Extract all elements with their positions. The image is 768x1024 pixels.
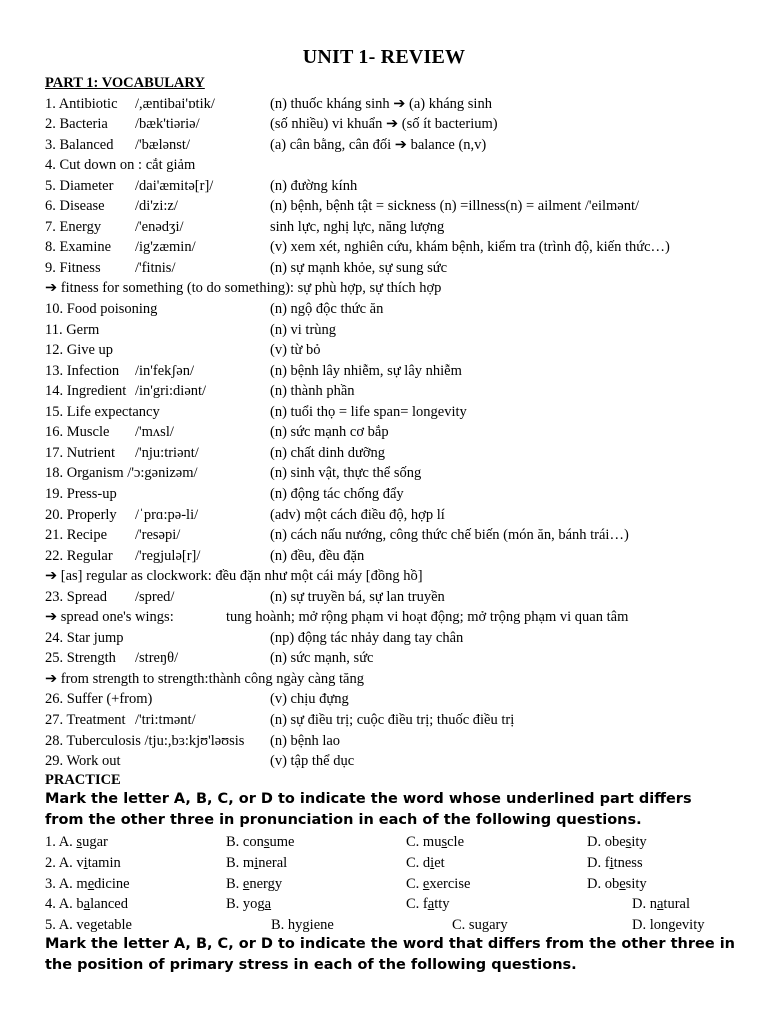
option-text: 4. A. b xyxy=(45,896,84,913)
option-text: tness xyxy=(613,854,643,871)
vocab-headword: 23. Spread xyxy=(45,588,108,605)
underlined-part: e xyxy=(619,875,626,892)
question-4-option-a xyxy=(45,894,128,914)
option-text: 1. A. xyxy=(45,834,77,850)
vocab-definition: (n) vi trùng xyxy=(270,321,337,338)
question-3-option-a xyxy=(45,874,130,894)
vocab-definition: tung hoành; mở rộng phạm vi hoạt động; mở trộng phạm vi quan tâm xyxy=(226,609,629,626)
option-text: tamin xyxy=(87,854,121,871)
vocab-definition: (n) thuốc kháng sinh ➔ (a) kháng sinh xyxy=(270,95,492,112)
vocab-entry xyxy=(45,607,174,627)
option-text: neral xyxy=(258,854,288,871)
vocab-definition: (n) ngộ độc thức ăn xyxy=(270,301,384,317)
vocab-definition: (v) tập thể dục xyxy=(270,753,355,770)
vocab-definition: (np) động tác nhảy dang tay chân xyxy=(270,629,464,646)
question-3-option-d xyxy=(587,874,647,894)
vocab-definition: (n) đều, đều đặn xyxy=(270,547,365,564)
question-5-option-b xyxy=(271,915,334,935)
vocab-definition: (adv) một cách điều độ, hợp lí xyxy=(270,506,445,523)
vocab-headword: 2. Bacteria xyxy=(45,116,108,133)
question-5-option-a xyxy=(45,915,132,935)
vocab-entry xyxy=(45,340,113,360)
vocab-definition: sinh lực, nghị lực, năng lượng xyxy=(270,218,445,235)
underlined-part: i xyxy=(83,854,88,871)
vocab-headword: 15. Life expectancy xyxy=(45,403,160,420)
vocab-entry xyxy=(45,546,201,566)
option-text: cle xyxy=(447,834,465,850)
option-text: D. ob xyxy=(587,875,620,892)
underlined-part: a xyxy=(83,896,91,913)
option-text: D. lon xyxy=(632,917,669,934)
vocab-entry xyxy=(45,299,157,319)
vocab-ipa: /ˈprɑ:pə-li/ xyxy=(135,506,199,523)
vocab-entry xyxy=(45,196,178,216)
vocab-headword: 5. Diameter xyxy=(45,177,114,194)
vocab-headword: 19. Press-up xyxy=(45,485,117,502)
vocab-entry xyxy=(45,587,175,607)
question-4-option-d xyxy=(632,894,690,914)
part1-heading: PART 1: VOCABULARY xyxy=(45,75,205,91)
vocab-definition: (a) cân bằng, cân đối ➔ balance (n,v) xyxy=(270,136,487,153)
question-4-option-b xyxy=(226,894,271,914)
question-2-option-b xyxy=(226,853,287,873)
vocab-entry xyxy=(45,217,184,237)
vocab-definition: (n) tuổi thọ = life span= longevity xyxy=(270,403,467,420)
vocab-entry xyxy=(45,463,198,483)
option-text: C. su xyxy=(452,917,482,934)
vocab-ipa: /'regjulə[r]/ xyxy=(135,547,201,564)
vocab-ipa: /spred/ xyxy=(135,588,175,605)
option-text: tural xyxy=(663,896,690,913)
vocab-headword: 6. Disease xyxy=(45,198,105,215)
question-1-option-c xyxy=(406,832,464,852)
option-text: B. yog xyxy=(226,896,265,913)
vocab-headword: 10. Food poisoning xyxy=(45,301,158,317)
option-text: tty xyxy=(434,896,450,913)
vocab-ipa: /'nju:triənt/ xyxy=(135,444,199,461)
vocab-definition: (n) đường kính xyxy=(270,177,358,194)
underlined-part: g xyxy=(668,917,676,934)
option-text: nergy xyxy=(249,875,283,892)
vocab-headword: ➔ fitness for something (to do something): sự phù hợp, sự thích hợp xyxy=(45,280,442,297)
question-5-option-c xyxy=(452,915,508,935)
vocab-entry xyxy=(45,731,244,751)
vocab-ipa: /'tri:tmənt/ xyxy=(135,712,196,728)
vocab-definition: (n) sức mạnh cơ bắp xyxy=(270,424,389,441)
vocab-ipa: /'fitnis/ xyxy=(135,259,176,276)
option-text: lanced xyxy=(90,896,128,913)
vocab-entry xyxy=(45,422,174,442)
vocab-definition: (n) sự điều trị; cuộc điều trị; thuốc điều trị xyxy=(270,712,515,728)
vocab-headword: 1. Antibiotic xyxy=(45,95,118,112)
underlined-part: s xyxy=(441,834,448,850)
option-text: 5. A. vegetable xyxy=(45,917,132,934)
option-text: ugar xyxy=(82,834,108,850)
option-text: C. f xyxy=(406,896,428,913)
vocab-definition: (n) cách nấu nướng, công thức chế biến (món ăn, bánh trái…) xyxy=(270,527,629,544)
vocab-headword: 3. Balanced xyxy=(45,136,114,153)
vocab-entry xyxy=(45,237,196,257)
underlined-part: s xyxy=(625,834,632,850)
option-text: dicine xyxy=(94,875,130,892)
practice-heading: PRACTICE xyxy=(45,772,121,788)
vocab-entry xyxy=(45,710,196,730)
vocab-ipa: /'resəpi/ xyxy=(135,527,181,544)
vocab-ipa: /ig'zæmin/ xyxy=(135,239,196,256)
vocab-headword: 16. Muscle xyxy=(45,424,110,441)
vocab-headword: 11. Germ xyxy=(45,321,100,338)
vocab-definition: (n) bệnh, bệnh tật = sickness (n) =illness(n) = ailment /'eilmənt/ xyxy=(270,198,640,215)
vocab-headword: 25. Strength xyxy=(45,650,116,667)
vocab-ipa: /in'gri:diənt/ xyxy=(135,383,207,400)
vocab-headword: 9. Fitness xyxy=(45,259,101,276)
vocab-entry xyxy=(45,320,99,340)
vocab-entry xyxy=(45,361,194,381)
underlined-part: i xyxy=(609,854,614,871)
option-text: ary xyxy=(489,917,508,934)
question-5-option-d xyxy=(632,915,705,935)
vocab-entry xyxy=(45,135,190,155)
option-text: xercise xyxy=(429,875,471,892)
vocab-definition: (n) sự truyền bá, sự lan truyền xyxy=(270,588,445,605)
vocab-headword: 18. Organism /'ɔ:gənizəm/ xyxy=(45,465,198,482)
option-text: B. m xyxy=(226,854,255,871)
question-2-option-c xyxy=(406,853,445,873)
vocab-definition: (số nhiều) vi khuẩn ➔ (số ít bacterium) xyxy=(270,116,498,133)
question-2-option-a xyxy=(45,853,121,873)
underlined-part: i xyxy=(254,854,259,871)
vocab-entry xyxy=(45,505,199,525)
underlined-part: a xyxy=(427,896,435,913)
vocab-ipa: /'enədʒi/ xyxy=(135,218,184,235)
vocab-ipa: /di'zi:z/ xyxy=(135,198,178,215)
option-text: B. xyxy=(226,875,243,892)
vocab-headword: 8. Examine xyxy=(45,239,112,256)
underlined-part: s xyxy=(263,834,270,850)
vocab-entry xyxy=(45,94,215,114)
vocab-entry xyxy=(45,669,364,689)
vocab-entry xyxy=(45,689,152,709)
option-text: ume xyxy=(269,834,295,850)
vocab-headword: 24. Star jump xyxy=(45,629,124,646)
question-4-option-c xyxy=(406,894,450,914)
underlined-part: e xyxy=(422,875,430,892)
vocab-ipa: /'mʌsl/ xyxy=(135,424,174,441)
vocab-entry xyxy=(45,443,199,463)
vocab-headword: 22. Regular xyxy=(45,547,113,564)
option-text: D. f xyxy=(587,854,610,871)
vocab-entry xyxy=(45,258,176,278)
question-1-option-b xyxy=(226,832,294,852)
underlined-part: e xyxy=(242,875,250,892)
underlined-part: g xyxy=(481,917,490,934)
option-text: evity xyxy=(675,917,705,934)
vocab-entry xyxy=(45,751,121,771)
document-title: UNIT 1- REVIEW xyxy=(302,46,466,68)
vocab-ipa: /bæk'tiəriə/ xyxy=(135,116,200,133)
option-text: 2. A. v xyxy=(45,854,84,871)
option-text: C. xyxy=(406,875,423,892)
vocab-definition: (n) sự mạnh khỏe, sự sung sức xyxy=(270,259,448,276)
option-text: B. hygiene xyxy=(271,917,334,934)
vocab-entry xyxy=(45,402,160,422)
vocab-headword: 28. Tuberculosis /tju:,bɜ:kjʊ'ləʊsis xyxy=(45,732,245,749)
vocab-definition: (n) sinh vật, thực thể sống xyxy=(270,465,422,482)
vocab-definition: (n) bệnh lao xyxy=(270,732,341,749)
vocab-definition: (n) sức mạnh, sức xyxy=(270,650,374,667)
vocab-headword: 27. Treatment xyxy=(45,712,126,728)
question-1-option-a xyxy=(45,832,108,852)
option-text: C. mu xyxy=(406,834,442,850)
vocab-entry xyxy=(45,114,200,134)
vocab-entry xyxy=(45,278,441,298)
option-text: C. d xyxy=(406,854,431,871)
vocab-definition: (v) chịu đựng xyxy=(270,691,349,708)
option-text: ity xyxy=(631,834,647,850)
vocab-headword: 21. Recipe xyxy=(45,527,108,544)
vocab-ipa: /dai'æmitə[r]/ xyxy=(135,177,214,194)
option-text: D. n xyxy=(632,896,657,913)
vocab-definition: (n) bệnh lây nhiễm, sự lây nhiễm xyxy=(270,362,462,379)
vocab-headword: 14. Ingredient xyxy=(45,383,127,400)
option-text: et xyxy=(434,854,445,871)
vocab-headword: 20. Properly xyxy=(45,506,117,523)
option-text: D. obe xyxy=(587,834,626,850)
vocab-entry xyxy=(45,484,117,504)
vocab-headword: 7. Energy xyxy=(45,218,102,235)
question-3-option-b xyxy=(226,874,282,894)
vocab-headword: 4. Cut down on : cắt giảm xyxy=(45,157,196,174)
option-text: B. con xyxy=(226,834,264,850)
vocab-definition: (v) xem xét, nghiên cứu, khám bệnh, kiểm tra (trình độ, kiến thức…) xyxy=(270,239,670,256)
vocab-entry xyxy=(45,176,214,196)
vocab-headword: ➔ [as] regular as clockwork: đều đặn như một cái máy [đồng hồ] xyxy=(45,568,423,585)
vocab-headword: 13. Infection xyxy=(45,362,120,379)
underlined-part: e xyxy=(87,875,95,892)
vocab-headword: 29. Work out xyxy=(45,753,121,770)
instruction-pronunciation: Mark the letter A, B, C, or D to indicate the word whose underlined part differs from the other three in pronunciation in each of the following questions. xyxy=(45,791,692,828)
vocab-headword: ➔ from strength to strength:thành công ngày càng tăng xyxy=(45,670,364,687)
underlined-part: i xyxy=(430,854,435,871)
vocab-ipa: /in'fekʃən/ xyxy=(135,362,194,379)
vocab-entry xyxy=(45,381,207,401)
underlined-part: a xyxy=(264,896,272,913)
vocab-definition: (n) chất dinh dưỡng xyxy=(270,444,385,461)
vocab-ipa: /'bælənst/ xyxy=(135,136,190,153)
option-text: sity xyxy=(625,875,647,892)
vocab-entry xyxy=(45,525,181,545)
vocab-ipa: /,æntibai'ɒtik/ xyxy=(135,95,215,112)
question-1-option-d xyxy=(587,832,647,852)
question-2-option-d xyxy=(587,853,643,873)
vocab-definition: (v) từ bỏ xyxy=(270,342,321,359)
vocab-entry xyxy=(45,628,124,648)
vocab-headword: 12. Give up xyxy=(45,342,114,359)
vocab-entry xyxy=(45,566,423,586)
question-3-option-c xyxy=(406,874,470,894)
vocab-headword: ➔ spread one's wings: xyxy=(45,609,174,626)
vocab-headword: 26. Suffer (+from) xyxy=(45,691,153,708)
underlined-part: s xyxy=(76,834,83,850)
instruction-stress: Mark the letter A, B, C, or D to indicate the word that differs from the other three in the position of primary stress in each of the following questions. xyxy=(45,936,735,973)
option-text: 3. A. m xyxy=(45,875,88,892)
underlined-part: a xyxy=(656,896,664,913)
vocab-definition: (n) thành phần xyxy=(270,383,355,400)
vocab-ipa: /streŋθ/ xyxy=(135,650,179,667)
vocab-definition: (n) động tác chống đẩy xyxy=(270,485,404,502)
vocab-entry xyxy=(45,648,179,668)
vocab-entry xyxy=(45,155,195,175)
vocab-headword: 17. Nutrient xyxy=(45,444,116,461)
